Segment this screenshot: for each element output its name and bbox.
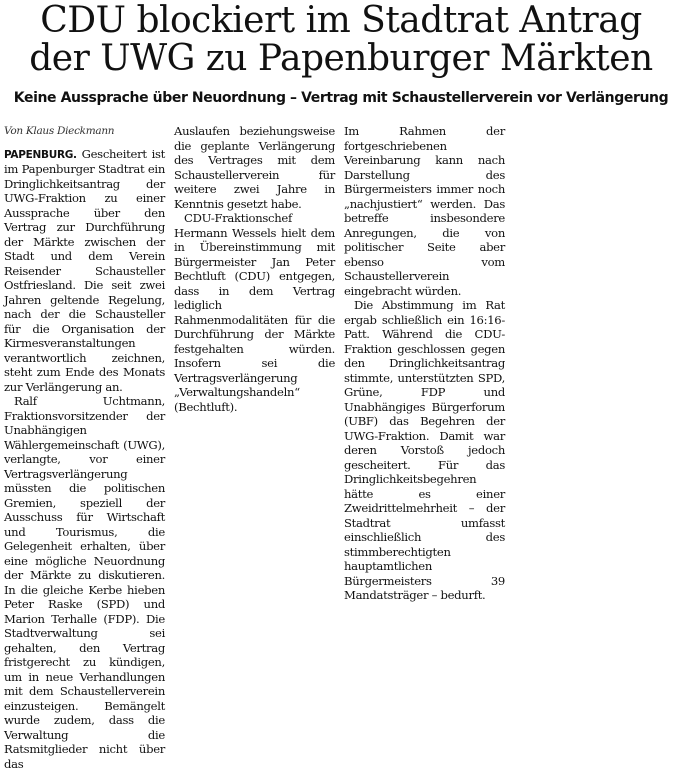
article-body <box>4 124 680 771</box>
article-paragraph: Ralf Uchtmann, Fraktionsvorsitzender der Unabhängigen Wählergemeinschaft (UWG), verlangte, vor einer Vertragsverlängerung müssten die politischen Gremien, speziell der Ausschuss für Wirtschaft und Tourismus, die Gelegenheit erhalten, über eine mögliche Neuordnung der Märkte zu diskutieren. In die gleiche Kerbe hieben Peter Raske (SPD) und Marion Terhalle (FDP). Die Stadtverwaltung sei gehalten, den Vertrag fristgerecht zu kündigen, um in neue Verhandlungen mit dem Schaustellerverein einzusteigen. Bemängelt wurde zudem, dass die Verwaltung die Ratsmitglieder nicht über das <box>4 394 165 771</box>
subheadline: Keine Aussprache über Neuordnung – Vertrag mit Schaustellerverein vor Verlängerung <box>13 90 669 106</box>
article-paragraph: Im Rahmen der fortgeschriebenen Vereinbarung kann nach Darstellung des Bürgermeisters immer noch „nachjustiert“ werden. Das betreffe insbesondere Anregungen, die von politischer Seite aber ebenso vom Schaustellerverein eingebracht würden. <box>344 124 505 298</box>
headline-line-1: CDU blockiert im Stadtrat Antrag <box>40 0 642 41</box>
author-byline: Von Klaus Dieckmann <box>4 125 115 137</box>
article-paragraph: Auslaufen beziehungsweise die geplante Verlängerung des Vertrages mit dem Schaustellerverein für weitere zwei Jahre in Kenntnis gesetzt habe. <box>174 124 335 211</box>
headline <box>0 0 682 78</box>
paragraph-text: Gescheitert ist im Papenburger Stadtrat ein Dringlichkeitsantrag der UWG-Fraktion zu einer Aussprache über den Vertrag zur Durchführung der Märkte zwischen der Stadt und dem Verein Reisender Schausteller Ostfriesland. Die seit zwei Jahren geltende Regelung, nach der die Schausteller für die Organisation der Kirmesveranstaltungen verantwortlich zeichnen, steht zum Ende des Monats zur Verlängerung an. <box>4 146 165 394</box>
article-paragraph <box>4 147 165 395</box>
article-paragraph: Die Abstimmung im Rat ergab schließlich ein 16:16-Patt. Während die CDU-Fraktion geschlossen gegen den Dringlichkeitsantrag stimmte, unterstützten SPD, Grüne, FDP und Unabhängiges Bürgerforum (UBF) das Begehren der UWG-Fraktion. Damit war deren Vorstoß jedoch gescheitert. Für das Dringlichkeitsbegehren hätte es einer Zweidrittelmehrheit – der Stadtrat umfasst einschließlich des stimmberechtigten hauptamtlichen Bürgermeisters 39 Mandatsträger – bedurft. <box>344 298 505 602</box>
dateline: PAPENBURG. <box>4 148 77 161</box>
headline-line-2: der UWG zu Papenburger Märkten <box>29 38 653 79</box>
article-paragraph: CDU-Fraktionschef Hermann Wessels hielt dem in Übereinstimmung mit Bürgermeister Jan Peter Bechtluft (CDU) entgegen, dass in dem Vertrag lediglich Rahmenmodalitäten für die Durchführung der Märkte festgehalten würden. Insofern sei die Vertragsverlängerung „Verwaltungshandeln“ (Bechtluft). <box>174 211 335 414</box>
column-2 <box>174 124 335 678</box>
column-3 <box>344 124 505 678</box>
column-1 <box>4 124 165 771</box>
